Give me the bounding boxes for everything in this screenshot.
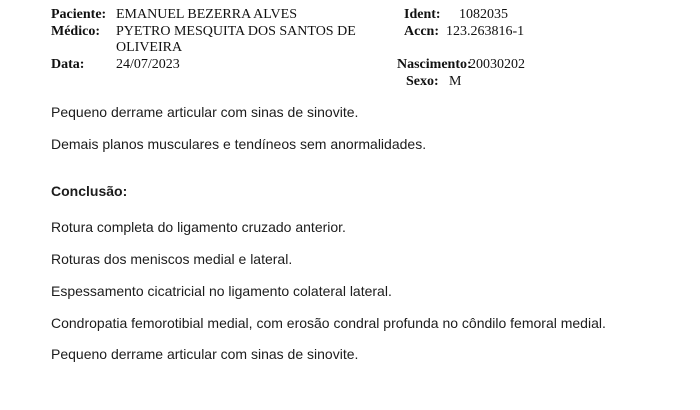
ident-value: 1082035: [459, 7, 508, 22]
conclusion-item: Espessamento cicatricial no ligamento colateral lateral.: [51, 283, 392, 299]
doctor-name-line1: PYETRO MESQUITA DOS SANTOS DE: [116, 24, 356, 39]
doctor-name-line2: OLIVEIRA: [116, 40, 183, 55]
finding-line: Pequeno derrame articular com sinas de sinovite.: [51, 104, 359, 120]
birth-label: Nascimento:: [397, 57, 472, 72]
sex-value: M: [449, 74, 462, 89]
ident-label: Ident:: [404, 7, 441, 22]
accn-label: Accn:: [404, 24, 439, 39]
sex-label: Sexo:: [406, 74, 439, 89]
conclusion-item: Rotura completa do ligamento cruzado anterior.: [51, 219, 346, 235]
exam-date: 24/07/2023: [116, 57, 180, 72]
finding-line: Demais planos musculares e tendíneos sem anormalidades.: [51, 136, 427, 152]
conclusion-item: Pequeno derrame articular com sinas de sinovite.: [51, 346, 359, 362]
conclusion-item: Roturas dos meniscos medial e lateral.: [51, 251, 293, 267]
doctor-label: Médico:: [51, 24, 100, 39]
conclusion-item: Condropatia femorotibial medial, com erosão condral profunda no côndilo femoral medial.: [51, 315, 606, 331]
patient-label: Paciente:: [51, 7, 107, 22]
birth-value: 20030202: [469, 57, 525, 72]
date-label: Data:: [51, 57, 85, 72]
patient-name: EMANUEL BEZERRA ALVES: [116, 7, 297, 22]
conclusion-heading: Conclusão:: [51, 183, 128, 199]
accn-value: 123.263816-1: [446, 24, 525, 39]
report-header: [0, 0, 700, 100]
